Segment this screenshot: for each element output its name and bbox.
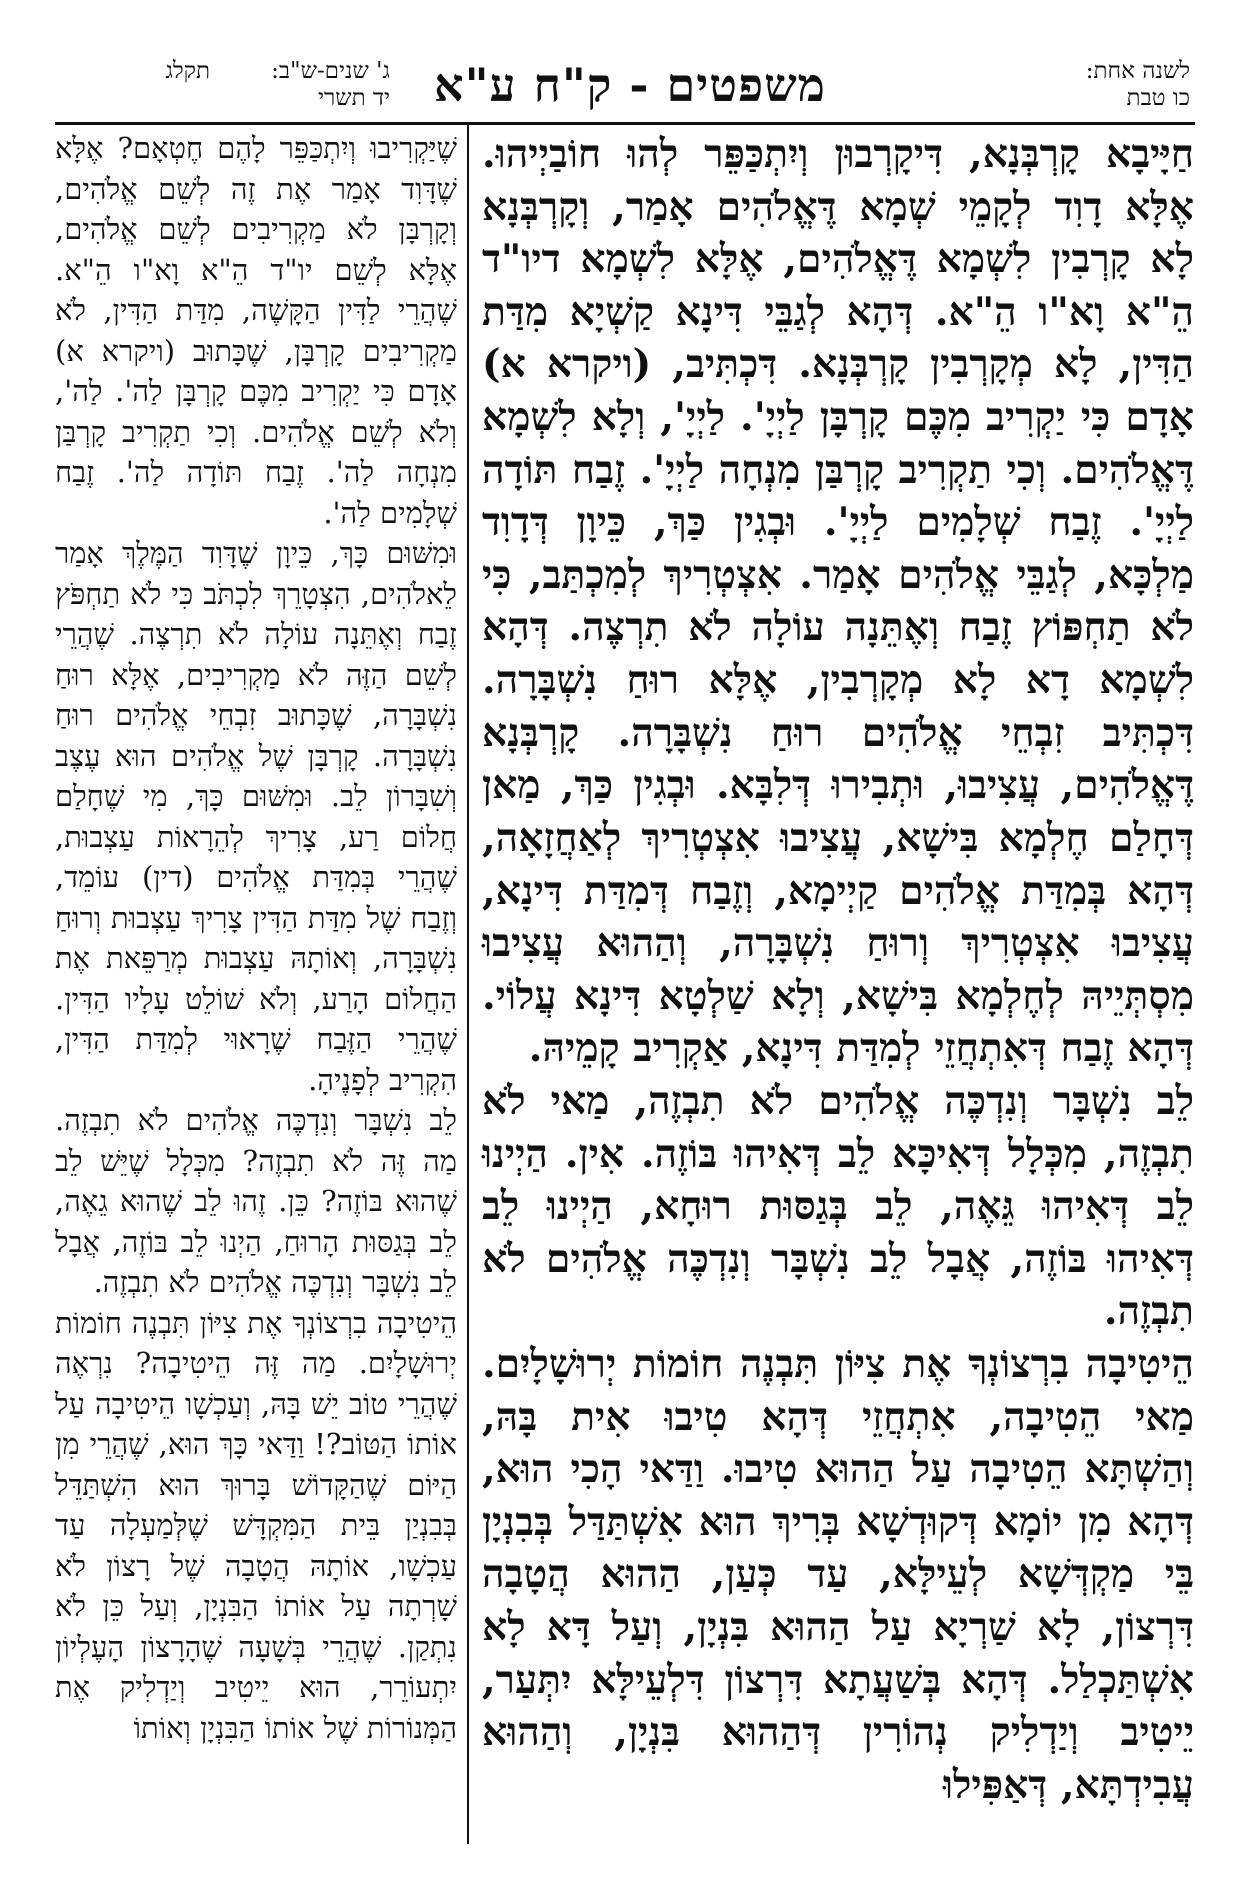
commentary-paragraph: הֵיטִיבָה בִרְצוֹנְךָ אֶת צִיּוֹן תִּבְנֶה חוֹמוֹת יְרוּשָׁלָיִם. מַה זֶּה הֵיטִיבָה? נִרְאֶה שֶׁהֲרֵי טוֹב יֵשׁ בָּהּ, וְעַכְשָׁו הֵיטִיבָה עַל אוֹתוֹ הַטּוֹב?! וַדַּאי כָּךְ הוּא, שֶׁהֲרֵי מִן הַיּוֹם שֶׁהַקָּדוֹשׁ בָּרוּךְ הוּא הִשְׁתַּדֵּל בְּבִנְיַן בֵּית הַמִּקְדָּשׁ שֶׁלְּמַעְלָה עַד עַכְשָׁו, אוֹתָהּ הֲטָבָה שֶׁל רָצוֹן לֹא שָׁרְתָה עַל אוֹתוֹ הַבִּנְיָן, וְעַל כֵּן לֹא נִתְקַן. שֶׁהֲרֵי בְּשָׁעָה שֶׁהָרָצוֹן הָעֶלְיוֹן יִתְעוֹרֵר, הוּא יֵיטִיב וְיַדְלִיק אֶת הַמְּנוֹרוֹת שֶׁל אוֹתוֹ הַבִּנְיָן וְאוֹתוֹ [55,1305,457,1745]
main-paragraph: חַיָּיבָא קָרְבְּנָא, דִּיקָרְבוּן וְיִתְכַּפֵּר לְהוּ חוֹבַיְיהוּ. אֶלָּא דָוִד לְקָמֵי שְׁמָא דֶּאֱלֹהִים אָמַר, וְקָרְבְּנָא לָא קָרְבִין לִשְׁמָא דֶּאֱלֹהִים, אֶלָּא לִשְׁמָא דיו"ד הֵ"א וָא"ו הֵ"א. דְּהָא לְגַבֵּי דִּינָא קַשְׁיָא מִדַּת הַדִּין, לָא מְקָרְבִין קָרְבְּנָא. דִּכְתִּיב, (ויקרא א) אָדָם כִּי יַקְרִיב מִכֶּם קָרְבָּן לַיְיָ'. לַיְיָ', וְלָא לִשְׁמָא דֶּאֱלֹהִים. וְכִי תַקְרִיב קָרְבַּן מִנְחָה לַיְיָ'. זֶבַח תּוֹדָה לַיְיָ'. זֶבַח שְׁלָמִים לַיְיָ'. וּבְגִין כַּךְ, כֵּיוָן דְּדָוִד מַלְכָּא, לְגַבֵּי אֱלֹהִים אָמַר. אִצְטְרִיךְ לְמִכְתַּב, כִּי לֹא תַחְפּוֹץ זֶבַח וְאֶתֵּנָה עוֹלָה לֹא תִרְצֶה. דְּהָא לִשְׁמָא דָא לָא מְקָרְבִין, אֶלָּא רוּחַ נִשְׁבָּרָה. דִּכְתִּיב זִבְחֵי אֱלֹהִים רוּחַ נִשְׁבָּרָה. קָרְבְּנָא דֶּאֱלֹהִים, עֲצִיבוּ, וּתְבִירוּ דְּלִבָּא. וּבְגִין כַּךְ, מַאן דְּחָלַם חֶלְמָא בִּישָׁא, עֲצִיבוּ אִצְטְרִיךְ לְאַחֲזָאָה, דְּהָא בְּמִדַּת אֱלֹהִים קַיְימָא, וְזֶבַח דְּמִדַּת דִּינָא, עֲצִיבוּ אִצְטְרִיךְ וְרוּחַ נִשְׁבָּרָה, וְהַהוּא עֲצִיבוּ מִסְתְּיֵיהּ לְחֶלְמָא בִּישָׁא, וְלָא שַׁלְטָא דִּינָא עֲלוֹי. דְּהָא זֶבַח דְּאִתְחֲזֵי לְמִדַּת דִּינָא, אַקְרִיב קָמֵיהּ. [482,131,1194,1072]
main-paragraph: לֵב נִשְׁבָּר וְנִדְכֶּה אֱלֹהִים לֹא תִבְזֶה, מַאי לֹא תִבְזֶה, מִכְּלָל דְּאִיכָּא לֵב דְּאִיהוּ בּוֹזֶה. אִין. הַיְינוּ לֵב דְּאִיהוּ גֵּאֶה, לֵב בְּגַסּוּת רוּחָא, הַיְינוּ לֵב דְּאִיהוּ בּוֹזֶה, אֲבָל לֵב נִשְׁבָּר וְנִדְכֶּה אֱלֹהִים לֹא תִבְזֶה. [482,1077,1194,1335]
commentary-column [55,128,457,1748]
main-paragraph: הֵיטִיבָה בִרְצוֹנְךָ אֶת צִיּוֹן תִּבְנֶה חוֹמוֹת יְרוּשָׁלָיִם. מַאי הֵטִיבָה, אִתְחֲזֵי דְּהָא טִיבוּ אִית בָּהּ, וְהַשְׁתָּא הֵטִיבָה עַל הַהוּא טִיבוּ. וַדַּאי הָכִי הוּא, דְּהָא מִן יוֹמָא דְּקוּדְשָׁא בְּרִיךְ הוּא אִשְׁתַּדַּל בְּבִנְיָן בֵּי מַקְדְּשָׁא לְעֵילָּא, עַד כְּעַן, הַהוּא הֲטָבָה דִּרְצוֹן, לָא שַׁרְיָא עַל הַהוּא בִּנְיָן, וְעַל דָּא לָא אִשְׁתַּכְלַל. דְּהָא בְּשַׁעֲתָא דִּרְצוֹן דִּלְעֵילָּא יִתְּעַר, יֵיטִיב וְיַדְלִיק נְהוֹרִין דְּהַהוּא בִּנְיָן, וְהַהוּא עֲבִידְתָּא, דְּאַפִּילוּ [482,1341,1194,1808]
date-three-years: יד תשרי [317,85,390,111]
page-number: תקלג [165,58,210,84]
commentary-paragraph: שֶׁיַּקְרִיבוּ וְיִתְכַּפֵּר לָהֶם חֶטְאָם? אֶלָּא שֶׁדָּוִד אָמַר אֶת זֶה לְשֵׁם אֱלֹהִים, וְקָרְבָּן לֹא מַקְרִיבִים לְשֵׁם אֱלֹהִים, אֶלָּא לְשֵׁם יו"ד הֵ"א וָא"ו הֵ"א. שֶׁהֲרֵי לַדִּין הַקָּשֶׁה, מִדַּת הַדִּין, לֹא מַקְרִיבִים קָרְבָּן, שֶׁכָּתוּב (ויקרא א) אָדָם כִּי יַקְרִיב מִכֶּם קָרְבָּן לַה'. לַה', וְלֹא לְשֵׁם אֱלֹהִים. וְכִי תַקְרִיב קָרְבַּן מִנְחָה לַה'. זֶבַח תּוֹדָה לַה'. זֶבַח שְׁלָמִים לַה'. [55,131,457,530]
column-divider [467,124,469,1844]
main-text-column [482,128,1194,1812]
header-left-block [60,58,210,85]
date-one-year: כו טבת [1126,85,1190,111]
schedule-one-year: לשנה אחת: [1085,58,1190,84]
schedule-three-years: ג' שנים-ש"ב: [271,58,390,84]
commentary-paragraph: וּמִשּׁוּם כָּךְ, כֵּיוָן שֶׁדָּוִד הַמֶּלֶךְ אָמַר לֵאלֹהִים, הִצְטָרֵךְ לִכְתֹּב כִּי לֹא תַחְפֹּץ זֶבַח וְאֶתֵּנָה עוֹלָה לֹא תִרְצֶה. שֶׁהֲרֵי לְשֵׁם הַזֶּה לֹא מַקְרִיבִים, אֶלָּא רוּחַ נִשְׁבָּרָה, שֶׁכָּתוּב זִבְחֵי אֱלֹהִים רוּחַ נִשְׁבָּרָה. קָרְבָּן שֶׁל אֱלֹהִים הוּא עֶצֶב וְשִׁבָּרוֹן לֵב. וּמִשּׁוּם כָּךְ, מִי שֶׁחָלַם חֲלוֹם רַע, צָרִיךְ לְהֵרָאוֹת עַצְבוּת, שֶׁהֲרֵי בְּמִדַּת אֱלֹהִים (דין) עוֹמֵד, וְזֶבַח שֶׁל מִדַּת הַדִּין צָרִיךְ עַצְבוּת וְרוּחַ נִשְׁבָּרָה, וְאוֹתָהּ עַצְבוּת מְרַפֵּאת אֶת הַחֲלוֹם הָרַע, וְלֹא שׁוֹלֵט עָלָיו הַדִּין. שֶׁהֲרֵי הַזֶּבַח שֶׁרָאוּי לְמִדַּת הַדִּין, הִקְרִיב לְפָנֶיהָ. [55,536,457,1097]
header-left-meta [215,58,390,112]
header-divider [55,122,1195,125]
page-title: משפטים - ק"ח ע"א [434,58,826,112]
header-right-meta [1005,58,1190,112]
commentary-paragraph: לֵב נִשְׁבָּר וְנִדְכֶּה אֱלֹהִים לֹא תִבְזֶה. מַה זֶּה לֹא תִבְזֶה? מִכְּלָל שֶׁיֵּשׁ לֵב שֶׁהוּא בּוֹזֶה? כֵּן. זֶהוּ לֵב שֶׁהוּא גֵאֶה, לֵב בְּגַסּוּת הָרוּחַ, הַיְנוּ לֵב בּוֹזֶה, אֲבָל לֵב נִשְׁבָּר וְנִדְכֶּה אֱלֹהִים לֹא תִבְזֶה. [55,1103,457,1299]
